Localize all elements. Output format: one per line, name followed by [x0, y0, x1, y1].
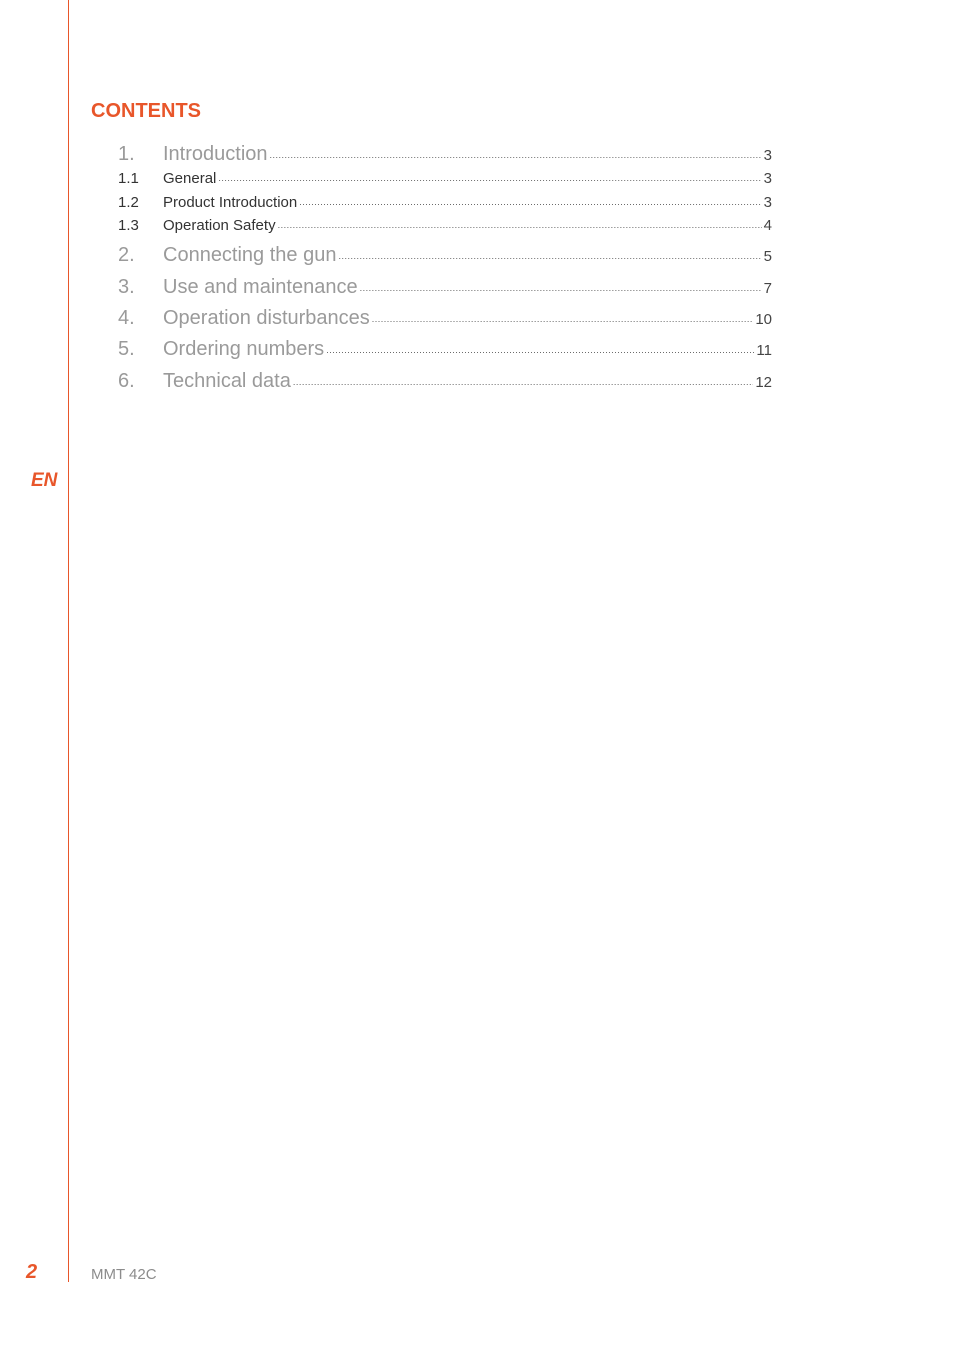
- page-number: 2: [26, 1261, 38, 1283]
- language-label: EN: [31, 470, 58, 491]
- toc-entry-product-introduction[interactable]: [118, 192, 772, 211]
- toc-entry-ordering-numbers[interactable]: [118, 335, 772, 361]
- toc-entry-technical-data[interactable]: [118, 367, 772, 393]
- toc-entry-title: Introduction: [163, 143, 268, 165]
- toc-entry-introduction[interactable]: [118, 140, 772, 166]
- toc-entry-number: 6.: [118, 370, 135, 392]
- margin-rule: [68, 0, 69, 1282]
- toc-entry-page: 11: [756, 342, 772, 359]
- toc-entry-page: 5: [763, 248, 772, 265]
- toc-dot-leader: [218, 168, 761, 183]
- toc-entry-page: 3: [763, 194, 772, 211]
- toc-entry-use-and-maintenance[interactable]: [118, 273, 772, 299]
- toc-entry-title: Technical data: [163, 370, 291, 392]
- toc-dot-leader: [326, 335, 754, 355]
- toc-entry-title: Connecting the gun: [163, 244, 337, 266]
- toc-entry-page: 3: [763, 170, 772, 187]
- toc-dot-leader: [278, 215, 762, 230]
- toc-dot-leader: [338, 241, 761, 261]
- toc-entry-page: 4: [763, 217, 772, 234]
- toc-entry-page: 7: [763, 280, 772, 297]
- footer-document-title: MMT 42C: [91, 1266, 157, 1283]
- toc-entry-title: Ordering numbers: [163, 338, 325, 360]
- toc-entry-number: 5.: [118, 338, 135, 360]
- toc-dot-leader: [293, 367, 753, 387]
- toc-entry-number: 1.1: [118, 170, 139, 187]
- toc-entry-title: Use and maintenance: [163, 276, 358, 298]
- toc-entry-page: 12: [755, 374, 772, 391]
- toc-entry-number: 2.: [118, 244, 135, 266]
- toc-entry-title: Product Introduction: [163, 194, 298, 211]
- toc-dot-leader: [299, 192, 761, 207]
- toc-dot-leader: [372, 304, 754, 324]
- toc-entry-title: Operation Safety: [163, 217, 276, 234]
- contents-heading: CONTENTS: [91, 100, 201, 122]
- toc-entry-number: 3.: [118, 276, 135, 298]
- toc-entry-page: 3: [763, 147, 772, 164]
- toc-entry-number: 4.: [118, 307, 135, 329]
- toc-entry-title: General: [163, 170, 217, 187]
- toc-dot-leader: [360, 273, 762, 293]
- toc-dot-leader: [270, 140, 762, 160]
- toc-entry-number: 1.: [118, 143, 135, 165]
- toc-entry-operation-safety[interactable]: [118, 215, 772, 234]
- toc-entry-general[interactable]: [118, 168, 772, 187]
- toc-entry-number: 1.2: [118, 194, 139, 211]
- toc-entry-page: 10: [755, 311, 772, 328]
- toc-entry-title: Operation disturbances: [163, 307, 370, 329]
- toc-entry-operation-disturbances[interactable]: [118, 304, 772, 330]
- toc-entry-number: 1.3: [118, 217, 139, 234]
- toc-entry-connecting-the-gun[interactable]: [118, 241, 772, 267]
